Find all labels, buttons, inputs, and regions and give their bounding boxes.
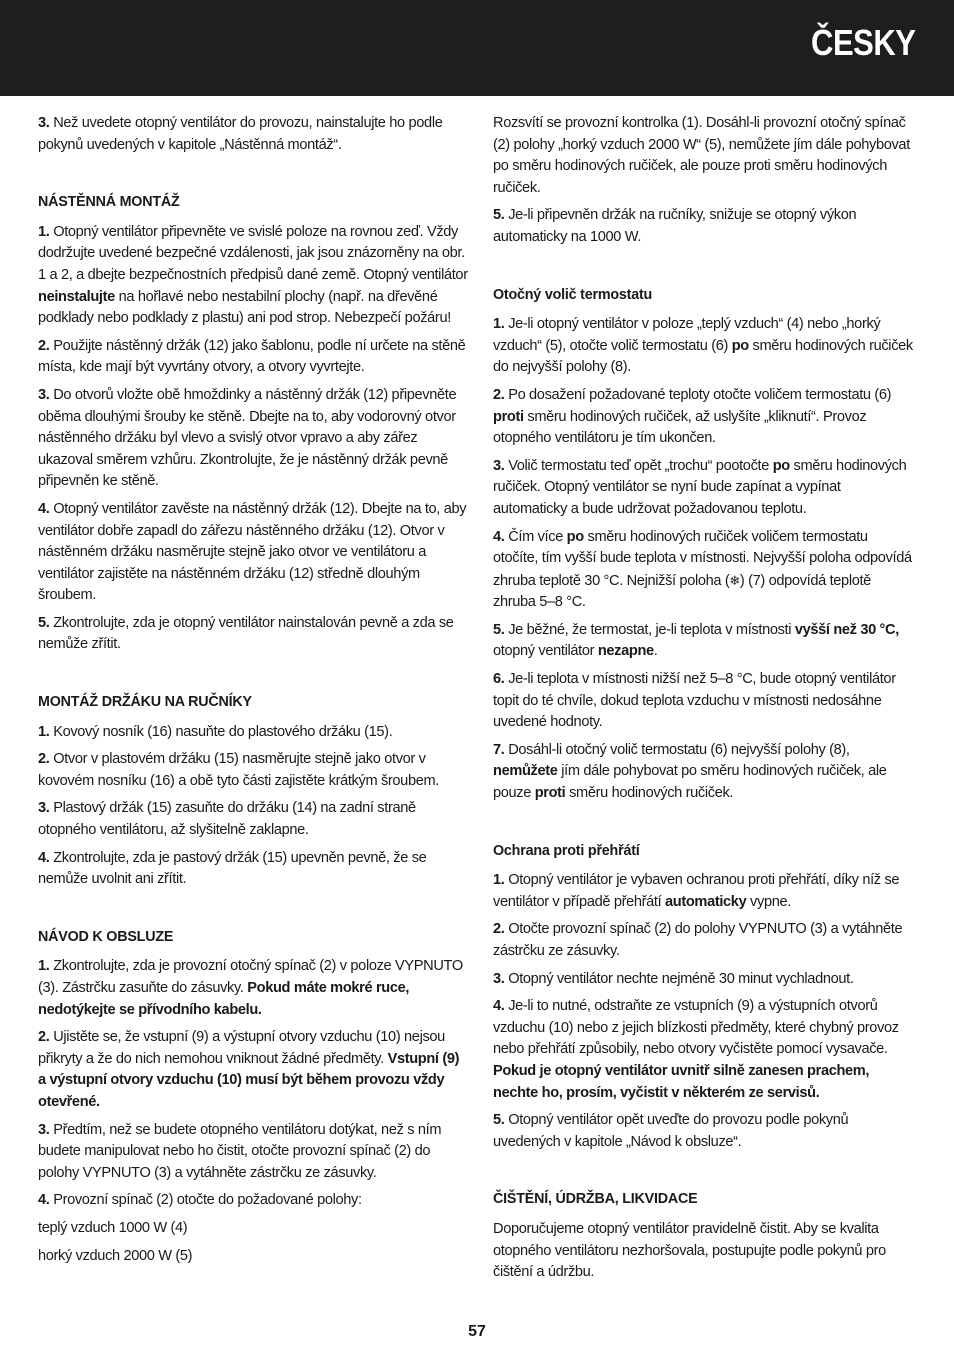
thermostat-step-6 [493, 669, 915, 734]
thermostat-step-7 [493, 740, 915, 805]
paragraph-text: Otopný ventilátor nechte nejméně 30 minut vychladnout. [504, 970, 854, 987]
step-number: 2. [38, 337, 50, 354]
paragraph-text: Je-li teplota v místnosti nižší než 5–8 °C, bude otopný ventilátor topit do té chvíle, dokud teplota vzduchu v místnosti nedosáhne uvedené hodnoty. [493, 671, 896, 731]
intro-paragraph [38, 113, 468, 156]
thermostat-step-5 [493, 620, 915, 663]
step-number: 3. [38, 115, 50, 131]
wall-step-1 [38, 222, 468, 330]
step-number: 5. [493, 621, 505, 638]
bold-text: neinstalujte [38, 288, 115, 305]
thermostat-step-4 [493, 527, 915, 614]
header-bar [0, 0, 954, 96]
paragraph-text: Otopný ventilátor je vybaven ochranou proti přehřátí, díky níž se ventilátor v případě přehřátí [493, 872, 900, 910]
paragraph-text: jím dále pohybovat po směru hodinových ručiček, ale pouze [493, 763, 887, 802]
bold-text: Vstupní (9) a výstupní otvory vzduchu (10) musí být během provozu vždy otevřené. [38, 1050, 460, 1110]
paragraph-text: Provozní spínač (2) otočte do požadované polohy: [49, 1192, 362, 1209]
section-title-towel-holder: MONTÁŽ DRŽÁKU NA RUČNÍKY [38, 694, 252, 711]
paragraph-text: Předtím, než se budete otopného ventilátoru dotýkat, než s ním budete manipulovat nebo ho čistit, otočte provozní spínač (2) do polohy VYPNUTO (3) a vytáhněte zástrčku ze zásuvky. [38, 1121, 442, 1181]
step-number: 1. [38, 723, 50, 740]
paragraph-text: otopný ventilátor [493, 643, 598, 660]
paragraph-text: Otvor v plastovém držáku (15) nasměrujte stejně jako otvor v kovovém nosníku (16) a obě tyto části zajistěte krátkým šroubem. [38, 751, 439, 789]
bold-text: Pokud je otopný ventilátor uvnitř silně zanesen prachem, nechte ho, prosím, vyčistit v některém ze servisů. [493, 1062, 870, 1101]
paragraph-text: vypne. [746, 893, 791, 910]
paragraph-text: Čím více [504, 528, 567, 545]
thermostat-step-2 [493, 385, 915, 450]
paragraph-text: Zkontrolujte, zda je otopný ventilátor nainstalován pevně a zda se nemůže zřítit. [38, 614, 454, 653]
paragraph-text: Plastový držák (15) zasuňte do držáku (14) na zadní straně otopného ventilátoru, až slyšitelně zaklapne. [38, 800, 416, 839]
overheat-step-4 [493, 996, 915, 1104]
paragraph-text: Použijte nástěnný držák (12) jako šablonu, podle ní určete na stěně místa, kde mají být vyvrtány otvory, a otvory vyvrtejte. [38, 337, 466, 376]
paragraph-text: Dosáhl-li otočný volič termostatu (6) nejvyšší polohy (8), [504, 741, 850, 758]
wall-step-3 [38, 385, 468, 493]
operation-step-1 [38, 956, 468, 1021]
step-number: 3. [38, 386, 50, 403]
paragraph-text: Než uvedete otopný ventilátor do provozu, nainstalujte ho podle pokynů uvedených v kapitole „Nástěnná montáž“. [38, 115, 443, 153]
overheat-step-3 [493, 969, 915, 991]
towel-step-2 [38, 749, 468, 792]
bold-text: vyšší než 30 °C, [794, 621, 899, 638]
step-number: 2. [38, 751, 50, 768]
step-number: 3. [38, 800, 50, 817]
step-number: 4. [493, 528, 505, 545]
thermostat-step-3 [493, 456, 915, 521]
cleaning-paragraph: Doporučujeme otopný ventilátor pravidelně čistit. Aby se kvalita otopného ventilátoru nezhoršovala, postupujte podle pokynů pro čištění a údržbu. [493, 1220, 886, 1281]
step-number: 1. [493, 872, 505, 889]
operation-option-warm: teplý vzduch 1000 W (4) [38, 1219, 188, 1236]
bold-text: po [566, 528, 584, 545]
towel-step-4 [38, 848, 468, 891]
paragraph-text: směru hodinových ručiček. [565, 785, 734, 802]
step-number: 2. [38, 1029, 50, 1046]
paragraph-text: Je-li připevněn držák na ručníky, snižuje se otopný výkon automaticky na 1000 W. [493, 207, 857, 245]
step-number: 4. [38, 500, 50, 517]
step-number: 7. [493, 741, 505, 758]
section-title-wall-mounting: NÁSTĚNNÁ MONTÁŽ [38, 194, 180, 211]
paragraph-text: Je-li otopný ventilátor v poloze „teplý vzduch“ (4) nebo „horký vzduch“ (5), otočte volič termostatu (6) [493, 316, 881, 354]
step-number: 2. [493, 386, 505, 403]
towel-step-1 [38, 722, 468, 744]
step-number: 3. [38, 1121, 50, 1138]
towel-step-3 [38, 798, 468, 841]
overheat-step-5 [493, 1110, 915, 1153]
step-number: 5. [493, 1112, 505, 1129]
step-number: 4. [493, 998, 505, 1015]
step-number: 1. [493, 316, 505, 333]
section-title-cleaning: ČIŠTĚNÍ, ÚDRŽBA, LIKVIDACE [493, 1191, 698, 1208]
section-title-operation: NÁVOD K OBSLUZE [38, 928, 174, 945]
bold-text: po [731, 337, 749, 354]
left-column [38, 113, 468, 1273]
operation-step-3 [38, 1120, 468, 1185]
right-column [493, 113, 915, 1290]
overheat-step-1 [493, 870, 915, 913]
step-number: 3. [493, 970, 505, 987]
step-number: 3. [493, 457, 505, 474]
operation-step-4 [38, 1190, 468, 1212]
paragraph-text: Otopný ventilátor zavěste na nástěnný držák (12). Dbejte na to, aby ventilátor dobře zapadl do zářezu nástěnného držáku (12). Otvor v nástěnném držáku nasměrujte stejně jako otvor ve ventilátoru a ventilátor zajistěte na nástěnném držáku (12) středně dlouhým šroubem. [38, 500, 467, 604]
bold-text: automaticky [665, 893, 747, 910]
bold-text: proti [493, 408, 524, 425]
paragraph-text: Zkontrolujte, zda je provozní otočný spínač (2) v poloze VYPNUTO (3). Zástrčku zasuňte do zásuvky. [38, 958, 463, 996]
step-number: 1. [38, 958, 50, 975]
paragraph-text: Otopný ventilátor připevněte ve svislé poloze na rovnou zeď. Vždy dodržujte uvedené bezpečné vzdálenosti, jak jsou znázorněny na obr. 1 a 2, a dbejte bezpečnostních předpisů dané země. Otopný ventilátor [38, 223, 468, 283]
bold-text: Pokud máte mokré ruce, nedotýkejte se přívodního kabelu. [38, 980, 410, 1018]
paragraph-text: Otočte provozní spínač (2) do polohy VYPNUTO (3) a vytáhněte zástrčku ze zásuvky. [493, 921, 903, 959]
paragraph-text: Je běžné, že termostat, je-li teplota v místnosti [504, 621, 795, 638]
step-number: 5. [38, 614, 50, 631]
paragraph-text: Po dosažení požadované teploty otočte voličem termostatu (6) [504, 386, 892, 403]
step-number: 5. [493, 207, 505, 224]
paragraph-text: Otopný ventilátor opět uveďte do provozu podle pokynů uvedených v kapitole „Návod k obsluze“. [493, 1112, 849, 1150]
paragraph-text: . [653, 643, 658, 660]
step-number: 2. [493, 921, 505, 938]
operation-option-hot: horký vzduch 2000 W (5) [38, 1247, 193, 1264]
paragraph-text: ) (7) odpovídá teplotě zhruba 5–8 °C. [493, 572, 871, 611]
paragraph-text: směru hodinových ručiček. Otopný ventilátor se nyní bude zapínat a vypínat automaticky a bude udržovat požadovanou teplotu. [493, 457, 907, 517]
wall-step-5 [38, 613, 468, 656]
operation-step-5 [493, 205, 915, 248]
wall-step-2 [38, 336, 468, 379]
bold-text: nemůžete [493, 763, 558, 780]
language-title: ČESKY [811, 22, 916, 63]
step-number: 4. [38, 849, 50, 866]
paragraph-text: Kovový nosník (16) nasuňte do plastového držáku (15). [49, 723, 393, 740]
section-title-overheat: Ochrana proti přehřátí [493, 842, 640, 859]
paragraph-text: Do otvorů vložte obě hmoždinky a nástěnný držák (12) připevněte oběma dlouhými šrouby ke stěně. Dbejte na to, aby vodorovný otvor nástěnného držáku byl vlevo a svislý otvor vpravo a aby zářez ukazoval směrem vzhůru. Zkontrolujte, že je nástěnný držák pevně připevněn ke stěně. [38, 386, 457, 490]
thermostat-step-1 [493, 314, 915, 379]
paragraph-text: směru hodinových ručiček voličem termostatu otočíte, tím vyšší bude teplota v místnosti. Nejvyšší poloha odpovídá zhruba teplotě 30 °C. Nejnižší poloha ( [493, 528, 912, 589]
page-number: 57 [468, 1323, 486, 1340]
paragraph-text: směru hodinových ručiček do nejvyšší polohy (8). [493, 337, 913, 376]
paragraph-text: směru hodinových ručiček, až uslyšíte „kliknutí“. Provoz otopného ventilátoru je tím ukončen. [493, 408, 867, 447]
wall-step-4 [38, 499, 468, 607]
step-number: 4. [38, 1192, 50, 1209]
paragraph-text: Zkontrolujte, zda je pastový držák (15) upevněn pevně, že se nemůže uvolnit ani zřítit. [38, 849, 427, 888]
snowflake-icon: ❄ [729, 572, 740, 588]
overheat-step-2 [493, 919, 915, 962]
paragraph-text: Volič termostatu teď opět „trochu“ pootočte [504, 457, 773, 474]
bold-text: nezapne [597, 643, 654, 660]
bold-text: proti [534, 785, 566, 802]
step-number: 6. [493, 671, 505, 688]
paragraph-text: na hořlavé nebo nestabilní plochy (např. na dřevěné podklady nebo podklady z plastu) ani pod strop. Nebezpečí požáru! [38, 288, 451, 327]
operation-step-2 [38, 1027, 468, 1113]
bold-text: po [772, 457, 790, 474]
operation-continued: Rozsvítí se provozní kontrolka (1). Dosáhl-li provozní otočný spínač (2) polohy „horký vzduch 2000 W“ (5), nemůžete jím dále pohybovat po směru hodinových ručiček, ale pouze proti směru hodinových ručiček. [493, 115, 910, 196]
paragraph-text: Je-li to nutné, odstraňte ze vstupních (9) a výstupních otvorů vzduchu (10) nebo z jejich blízkosti předměty, které chybný provoz nebo přehřátí způsobily, nebo otvory vyčistěte pomocí vysavače. [493, 998, 899, 1058]
step-number: 1. [38, 223, 50, 240]
section-title-thermostat: Otočný volič termostatu [493, 286, 653, 303]
paragraph-text: Ujistěte se, že vstupní (9) a výstupní otvory vzduchu (10) nejsou přikryty a že do nich nemohou vniknout žádné předměty. [38, 1029, 445, 1067]
